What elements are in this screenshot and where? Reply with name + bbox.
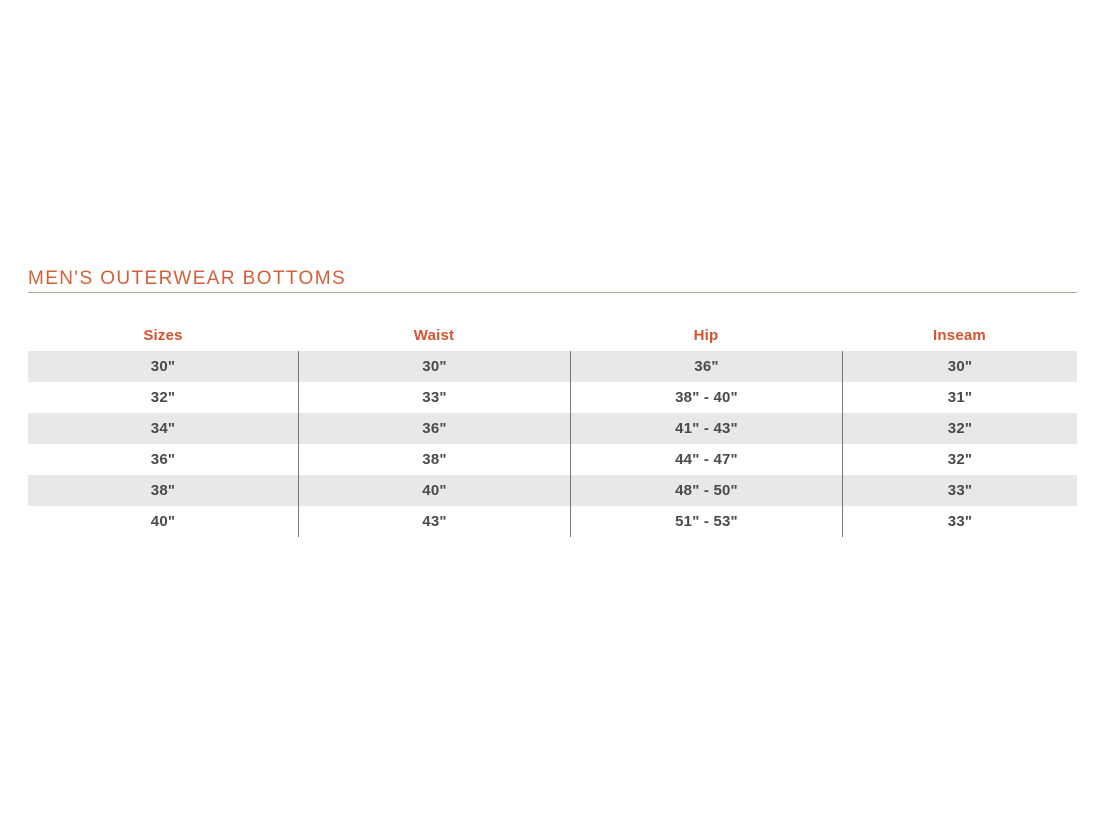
cell-waist: 40" [298, 475, 570, 506]
cell-waist: 38" [298, 444, 570, 475]
cell-hip: 44" - 47" [570, 444, 842, 475]
cell-inseam: 30" [842, 351, 1077, 382]
table-body [28, 351, 1077, 537]
cell-sizes: 38" [150, 482, 176, 499]
cell-sizes: 30" [150, 358, 176, 375]
page-title: MEN'S OUTERWEAR BOTTOMS [28, 268, 347, 289]
table-row [28, 475, 1077, 506]
column-header-hip: Hip [693, 326, 719, 344]
cell-inseam: 32" [842, 413, 1077, 444]
cell-inseam: 32" [842, 444, 1077, 475]
cell-inseam: 33" [842, 475, 1077, 506]
column-header-sizes: Sizes [143, 326, 183, 344]
cell-hip: 51" - 53" [570, 506, 842, 537]
table-row [28, 506, 1077, 537]
cell-inseam: 33" [842, 506, 1077, 537]
cell-inseam: 31" [842, 382, 1077, 413]
table-row [28, 382, 1077, 413]
cell-sizes: 32" [150, 389, 176, 406]
cell-sizes: 40" [150, 513, 176, 530]
table-row [28, 413, 1077, 444]
title-divider [28, 292, 1077, 293]
cell-hip: 48" - 50" [570, 475, 842, 506]
cell-waist: 43" [298, 506, 570, 537]
cell-waist: 30" [298, 351, 570, 382]
table-row [28, 351, 1077, 382]
cell-hip: 38" - 40" [570, 382, 842, 413]
cell-sizes: 34" [150, 420, 176, 437]
cell-hip: 41" - 43" [570, 413, 842, 444]
cell-waist: 36" [298, 413, 570, 444]
table-header-row [28, 319, 1077, 351]
column-header-inseam: Inseam [933, 326, 986, 344]
table-row [28, 444, 1077, 475]
size-chart-table [28, 319, 1077, 537]
column-header-waist: Waist [413, 326, 455, 344]
cell-sizes: 36" [150, 451, 176, 468]
cell-hip: 36" [570, 351, 842, 382]
cell-waist: 33" [298, 382, 570, 413]
size-chart-section [28, 268, 1077, 537]
